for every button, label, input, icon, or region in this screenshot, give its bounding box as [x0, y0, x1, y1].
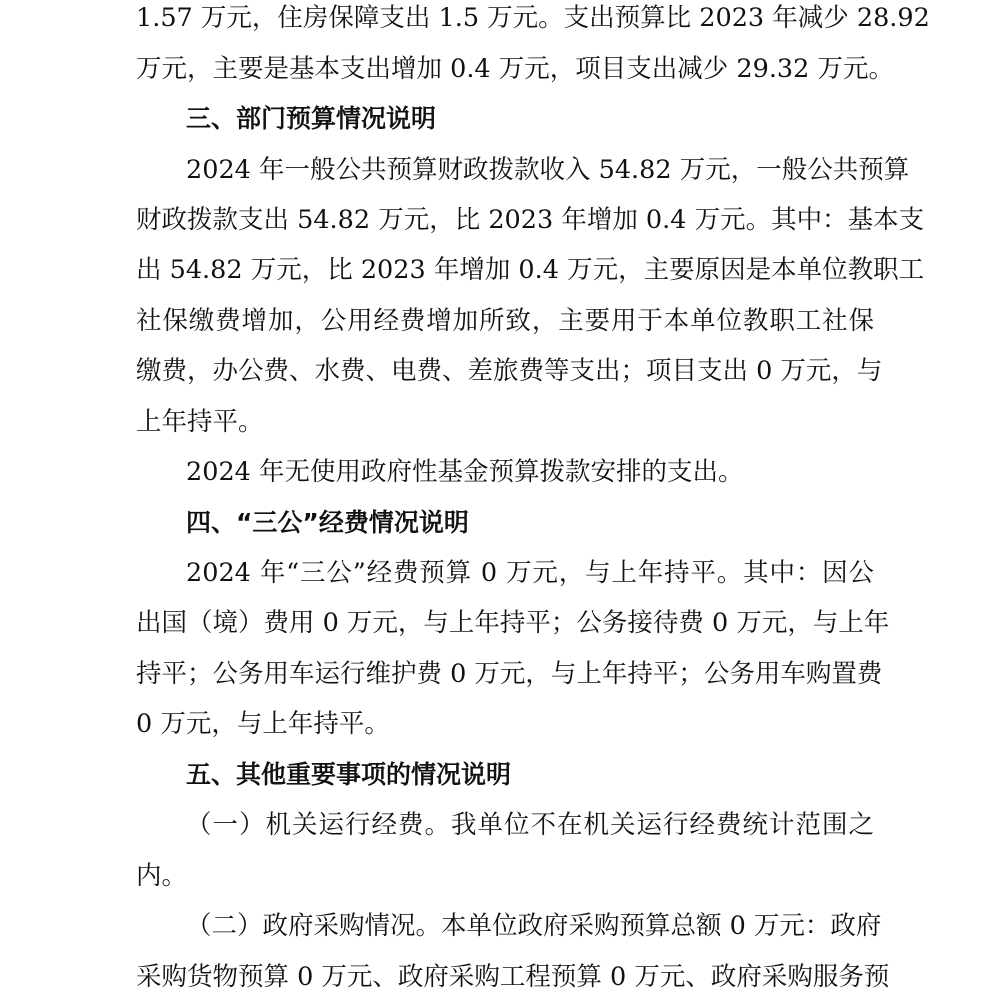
body-line: 2024 年“三公”经费预算 0 万元，与上年持平。其中：因公 — [186, 558, 874, 588]
body-line: 缴费，办公费、水费、电费、差旅费等支出；项目支出 0 万元，与 — [136, 356, 883, 386]
body-line: 财政拨款支出 54.82 万元，比 2023 年增加 0.4 万元。其中：基本支 — [136, 205, 925, 235]
body-line: 出国（境）费用 0 万元，与上年持平；公务接待费 0 万元，与上年 — [136, 608, 890, 638]
body-line: 内。 — [136, 861, 188, 891]
body-line: 2024 年无使用政府性基金预算拨款安排的支出。 — [186, 457, 744, 487]
body-line: 持平；公务用车运行维护费 0 万元，与上年持平；公务用车购置费 — [136, 659, 883, 689]
body-line: 0 万元，与上年持平。 — [136, 709, 390, 739]
section-heading-4: 四、“三公”经费情况说明 — [186, 508, 469, 537]
section-heading-3: 三、部门预算情况说明 — [186, 104, 437, 133]
section-heading-5: 五、其他重要事项的情况说明 — [186, 760, 512, 789]
body-line: 上年持平。 — [136, 407, 264, 437]
body-line: 1.57 万元，住房保障支出 1.5 万元。支出预算比 2023 年减少 28.92 — [136, 3, 930, 33]
body-line: 2024 年一般公共预算财政拨款收入 54.82 万元，一般公共预算 — [186, 155, 910, 185]
body-line: （一）机关运行经费。我单位不在机关运行经费统计范围之 — [186, 810, 874, 840]
body-line: （二）政府采购情况。本单位政府采购预算总额 0 万元：政府 — [186, 911, 882, 941]
body-line: 出 54.82 万元，比 2023 年增加 0.4 万元，主要原因是本单位教职工 — [136, 255, 925, 285]
body-line: 采购货物预算 0 万元、政府采购工程预算 0 万元、政府采购服务预 — [136, 962, 890, 992]
body-line: 万元，主要是基本支出增加 0.4 万元，项目支出减少 29.32 万元。 — [136, 54, 894, 84]
body-line: 社保缴费增加，公用经费增加所致，主要用于本单位教职工社保 — [136, 306, 874, 336]
